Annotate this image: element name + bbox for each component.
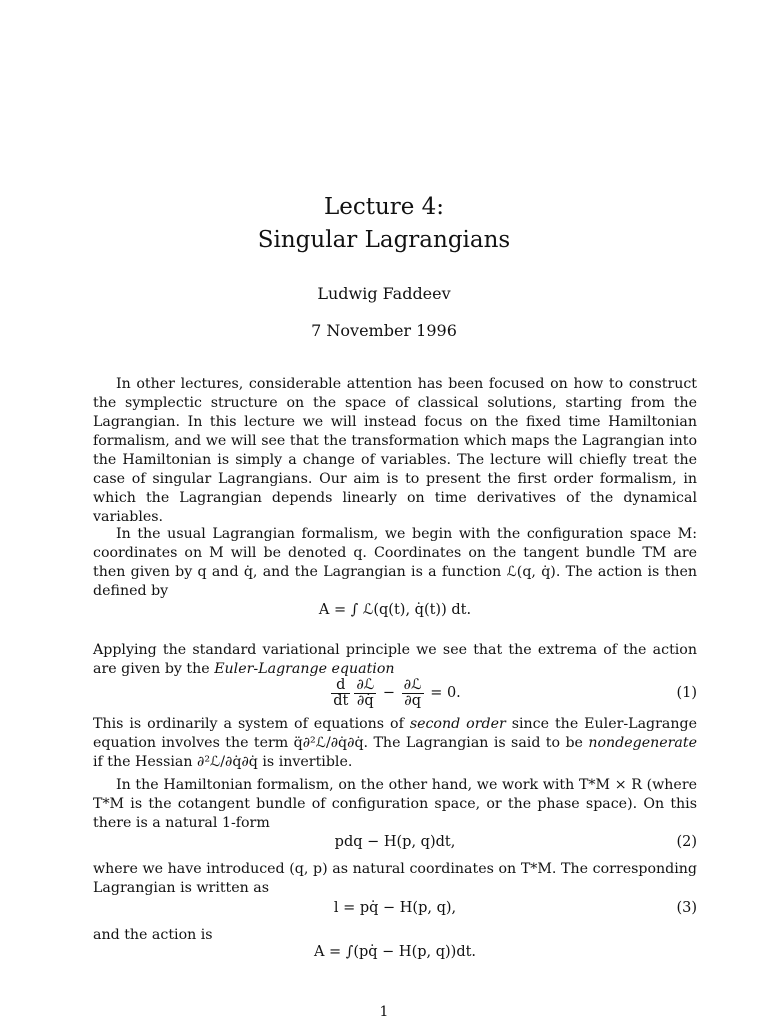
fraction-d-dt	[331, 678, 350, 709]
paragraph-6: where we have introduced (q, p) as natural coordinates on T*M. The corresponding Lagrangian is written as	[93, 861, 697, 896]
equation-body: A = ∫ ℒ(q(t), q̇(t)) dt.	[318, 602, 472, 618]
equation-3	[93, 895, 697, 921]
frac-numerator: d	[331, 678, 350, 694]
paragraph-4	[93, 715, 697, 772]
equation-action-hamiltonian	[93, 939, 697, 965]
frac-denominator: dt	[333, 692, 349, 709]
paragraph-variational	[93, 641, 697, 679]
paragraph-2: In the usual Lagrangian formalism, we begin with the configuration space M: coordinates on M will be denoted q. Coordinates on the tangent bundle TM are then given by q and q̇, and the Lagrangian is a function ℒ(q, q̇). The action is then defined by	[93, 526, 697, 599]
paragraph-4-text-c: if the Hessian ∂²ℒ/∂q̇∂q̇ is invertible.	[93, 754, 353, 770]
equation-body: A = ∫(pq̇ − H(p, q))dt.	[313, 944, 477, 960]
fraction-dL-dq	[402, 678, 424, 709]
frac-denominator: ∂q̇	[356, 692, 374, 709]
minus-sign: −	[382, 685, 396, 701]
lecture-title: Singular Lagrangians	[257, 227, 511, 253]
author-name: Ludwig Faddeev	[317, 284, 451, 303]
paragraph-1: In other lectures, considerable attention has been focused on how to construct the symplectic structure on the space of classical solutions, starting from the Lagrangian. In this lecture we will instead focus on the fixed time Hamiltonian formalism, and we will see that the transformation which maps the Lagrangian into the Hamiltonian is simply a change of variables. The lecture will chiefly treat the case of singular Lagrangians. Our aim is to present the first order formalism, in which the Lagrangian depends linearly on time derivatives of the dynamical variables.	[93, 376, 697, 525]
equation-2	[93, 829, 697, 855]
equation-1-body	[93, 676, 697, 710]
equation-1	[93, 676, 697, 710]
lecture-number: Lecture 4:	[323, 194, 445, 220]
frac-numerator: ∂ℒ	[403, 676, 422, 693]
fraction-dL-dqdot	[354, 678, 376, 709]
paragraph-3-text: Applying the standard variational principle we see that the extrema of the action are given by the	[93, 642, 697, 677]
second-order-term: second order	[409, 716, 506, 732]
paragraph-second-order	[93, 715, 697, 772]
equation-number: (1)	[676, 685, 697, 701]
paragraph-coordinates	[93, 860, 697, 898]
frac-denominator: ∂q	[404, 692, 421, 709]
equation-action-lagrangian	[93, 597, 697, 623]
equation-2-body: pdq − H(p, q)dt,	[334, 834, 456, 850]
equation-1-tail: = 0.	[430, 685, 461, 701]
paragraph-hamiltonian	[93, 776, 697, 833]
paragraph-lagrangian	[93, 525, 697, 601]
equation-number: (3)	[676, 900, 697, 916]
paragraph-5: In the Hamiltonian formalism, on the other hand, we work with T*M × R (where T*M is the cotangent bundle of configuration space, or the phase space). On this there is a natural 1-form	[93, 777, 697, 831]
page-number: 1	[379, 1004, 389, 1020]
equation-number: (2)	[676, 834, 697, 850]
equation-3-body: l = pq̇ − H(p, q),	[333, 900, 457, 916]
paragraph-3	[93, 641, 697, 679]
paragraph-7: and the action is	[93, 927, 213, 943]
paragraph-4-text-b: since the Euler-Lagrange equation involves the term q̈∂²ℒ/∂q̇∂q̇. The Lagrangian is said to be	[93, 716, 697, 751]
paragraph-4-text-a: This is ordinarily a system of equations of	[93, 716, 404, 732]
nondegenerate-term: nondegenerate	[588, 735, 697, 751]
lecture-date: 7 November 1996	[311, 321, 457, 340]
euler-lagrange-term: Euler-Lagrange equation	[214, 661, 395, 677]
frac-numerator: ∂ℒ	[356, 676, 375, 693]
paragraph-intro	[93, 375, 697, 527]
